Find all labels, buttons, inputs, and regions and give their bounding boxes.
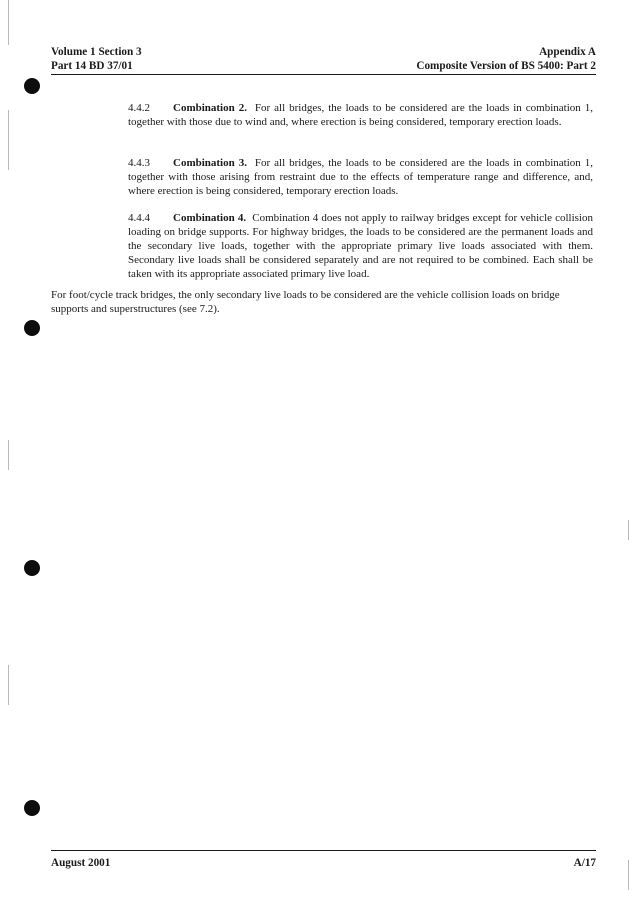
clause-4-4-2	[128, 101, 593, 129]
clause-4-4-3	[128, 156, 593, 198]
clause-text: For all bridges, the loads to be considered are the loads in combination 1, together with those arising from restraint due to the effects of temperature range and difference, and, where erection is being considered, temporary erection loads.	[128, 157, 593, 197]
running-header	[51, 45, 596, 73]
scan-edge-mark	[628, 520, 629, 540]
header-volume-section: Volume 1 Section 3	[51, 46, 142, 58]
clause-text: For all bridges, the loads to be considered are the loads in combination 1, together with those due to wind and, where erection is being considered, temporary erection loads.	[128, 102, 593, 128]
header-rule	[51, 74, 596, 75]
punch-hole	[24, 78, 40, 94]
punch-hole	[24, 320, 40, 336]
clause-number: 4.4.4	[128, 212, 150, 224]
footer-date: August 2001	[51, 857, 111, 869]
running-footer	[51, 856, 596, 870]
clause-number: 4.4.3	[128, 157, 150, 169]
punch-hole	[24, 800, 40, 816]
clause-4-4-4	[128, 211, 593, 281]
clause-title: Combination 4.	[173, 212, 247, 224]
clause-text: Combination 4 does not apply to railway bridges except for vehicle collision loading on bridge supports. For highway bridges, the loads to be considered are the permanent loads and the secondary live loads, together with the appropriate primary live loads associated with them. Secondary live loads shall be considered separately and are not required to be combined. Each shall be taken with its appropriate associated primary live load.	[128, 212, 593, 280]
clause-title: Combination 2.	[173, 102, 247, 114]
footer-rule	[51, 850, 596, 851]
header-part-reference: Part 14 BD 37/01	[51, 60, 133, 72]
scan-edge-mark	[628, 860, 629, 890]
scan-edge-mark	[8, 440, 9, 470]
header-appendix: Appendix A	[539, 46, 596, 58]
scan-edge-mark	[8, 665, 9, 705]
scan-edge-mark	[8, 0, 9, 45]
footer-page-number: A/17	[573, 857, 596, 869]
closing-paragraph: For foot/cycle track bridges, the only secondary live loads to be considered are the vehicle collision loads on bridge supports and superstructures (see 7.2).	[51, 289, 560, 315]
clause-title: Combination 3.	[173, 157, 247, 169]
scan-edge-mark	[8, 110, 9, 170]
clause-number: 4.4.2	[128, 102, 150, 114]
header-document-title: Composite Version of BS 5400: Part 2	[416, 60, 596, 72]
punch-hole	[24, 560, 40, 576]
